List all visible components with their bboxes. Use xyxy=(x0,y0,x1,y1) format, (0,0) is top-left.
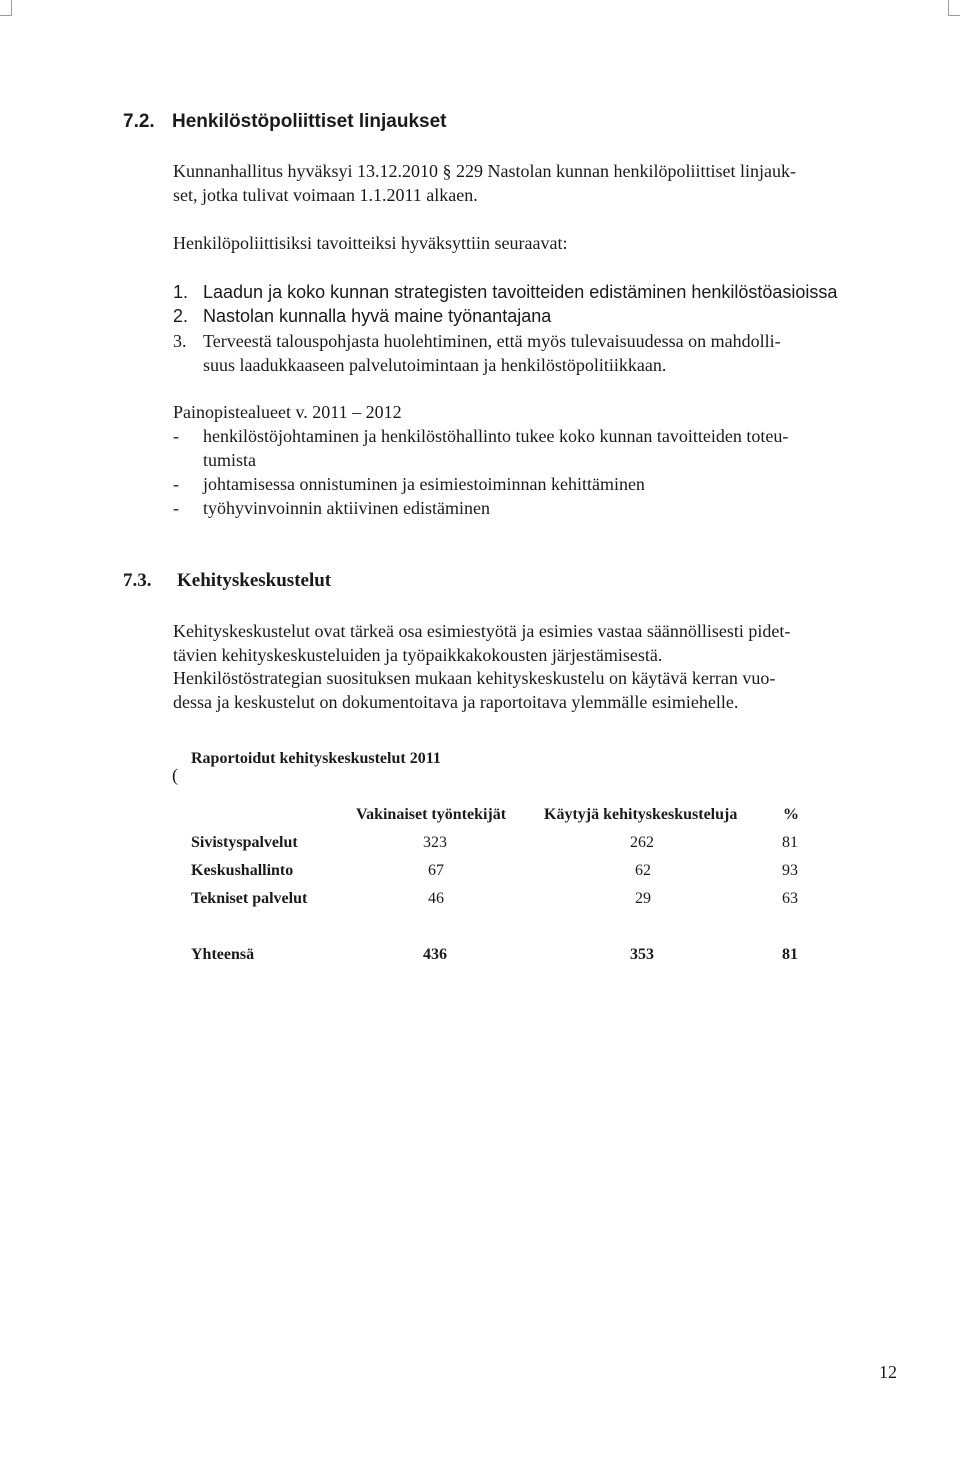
list-marker: 2. xyxy=(173,306,189,326)
list-marker: - xyxy=(173,474,179,494)
table-cell: 62 xyxy=(635,862,651,879)
list-marker: - xyxy=(173,426,179,446)
table-header: Vakinaiset työntekijät xyxy=(356,806,507,823)
table-total-cell: 81 xyxy=(782,946,798,963)
table-cell: 93 xyxy=(782,862,798,879)
table-cell: 262 xyxy=(630,834,654,851)
table-cell: 81 xyxy=(782,834,798,851)
table-row-label: Tekniset palvelut xyxy=(191,890,308,907)
paragraph-line: Henkilöstöstrategian suosituksen mukaan kehityskeskustelu on käytävä kerran vuo- xyxy=(173,668,776,688)
table-cell: 46 xyxy=(428,890,444,907)
list-text: suus laadukkaaseen palvelutoimintaan ja henkilöstöpolitiikkaan. xyxy=(203,354,667,375)
table-total-cell: 353 xyxy=(630,946,654,963)
paragraph-line: tävien kehityskeskusteluiden ja työpaikkakokousten järjestämisestä. xyxy=(173,644,663,665)
paragraph-line: set, jotka tulivat voimaan 1.1.2011 alkaen. xyxy=(173,184,478,205)
paragraph-goals-intro: Henkilöpoliittisiksi tavoitteiksi hyväksyttiin seuraavat: xyxy=(173,233,568,253)
focus-areas-title: Painopistealueet v. 2011 – 2012 xyxy=(173,402,402,422)
section-title: Henkilöstöpoliittiset linjaukset xyxy=(172,111,447,132)
table-header: Käytyjä kehityskeskusteluja xyxy=(544,806,738,823)
list-text: työhyvinvoinnin aktiivinen edistäminen xyxy=(203,498,490,518)
table-cell: 63 xyxy=(782,890,798,907)
table-row-label: Sivistyspalvelut xyxy=(191,834,298,851)
table-header: % xyxy=(783,806,799,823)
table-paren: ( xyxy=(172,765,178,785)
section-heading-7-2 xyxy=(123,111,447,133)
paragraph-line: dessa ja keskustelut on dokumentoitava ja raportoitava ylemmälle esimiehelle. xyxy=(173,691,739,712)
table-caption: Raportoidut kehityskeskustelut 2011 xyxy=(191,750,441,767)
paragraph-line: Kehityskeskustelut ovat tärkeä osa esimiestyötä ja esimies vastaa säännöllisesti pidet- xyxy=(173,621,791,641)
table-total-cell: 436 xyxy=(423,946,447,963)
section-number: 7.3. xyxy=(123,570,152,591)
list-text: Terveestä talouspohjasta huolehtiminen, että myös tulevaisuudessa on mahdolli- xyxy=(203,331,781,351)
section-title: Kehityskeskustelut xyxy=(177,570,332,591)
section-heading-7-3 xyxy=(123,570,331,592)
table-cell: 29 xyxy=(635,890,651,907)
table-total-label: Yhteensä xyxy=(191,946,255,963)
section-number: 7.2. xyxy=(123,111,155,132)
paragraph-line: Kunnanhallitus hyväksyi 13.12.2010 § 229 Nastolan kunnan henkilöpoliittiset linjauk- xyxy=(173,161,796,181)
paragraph-decision xyxy=(173,160,796,207)
paragraph-development-talks xyxy=(173,620,790,714)
list-text: Laadun ja koko kunnan strategisten tavoitteiden edistäminen henkilöstöasioissa xyxy=(203,282,838,302)
list-marker: 1. xyxy=(173,282,189,302)
list-text: johtamisessa onnistuminen ja esimiestoiminnan kehittäminen xyxy=(203,474,645,494)
list-text: henkilöstöjohtaminen ja henkilöstöhallinto tukee koko kunnan tavoitteiden toteu- xyxy=(203,426,789,446)
table-row-label: Keskushallinto xyxy=(191,862,294,879)
crop-mark-left xyxy=(0,0,12,16)
table-cell: 323 xyxy=(423,834,447,851)
crop-mark-right xyxy=(948,0,960,16)
list-marker: 3. xyxy=(173,331,187,351)
table-cell: 67 xyxy=(428,862,444,879)
list-text: tumista xyxy=(203,449,256,470)
list-text: Nastolan kunnalla hyvä maine työnantajana xyxy=(203,306,552,326)
page-number: 12 xyxy=(879,1362,897,1382)
list-marker: - xyxy=(173,498,179,518)
